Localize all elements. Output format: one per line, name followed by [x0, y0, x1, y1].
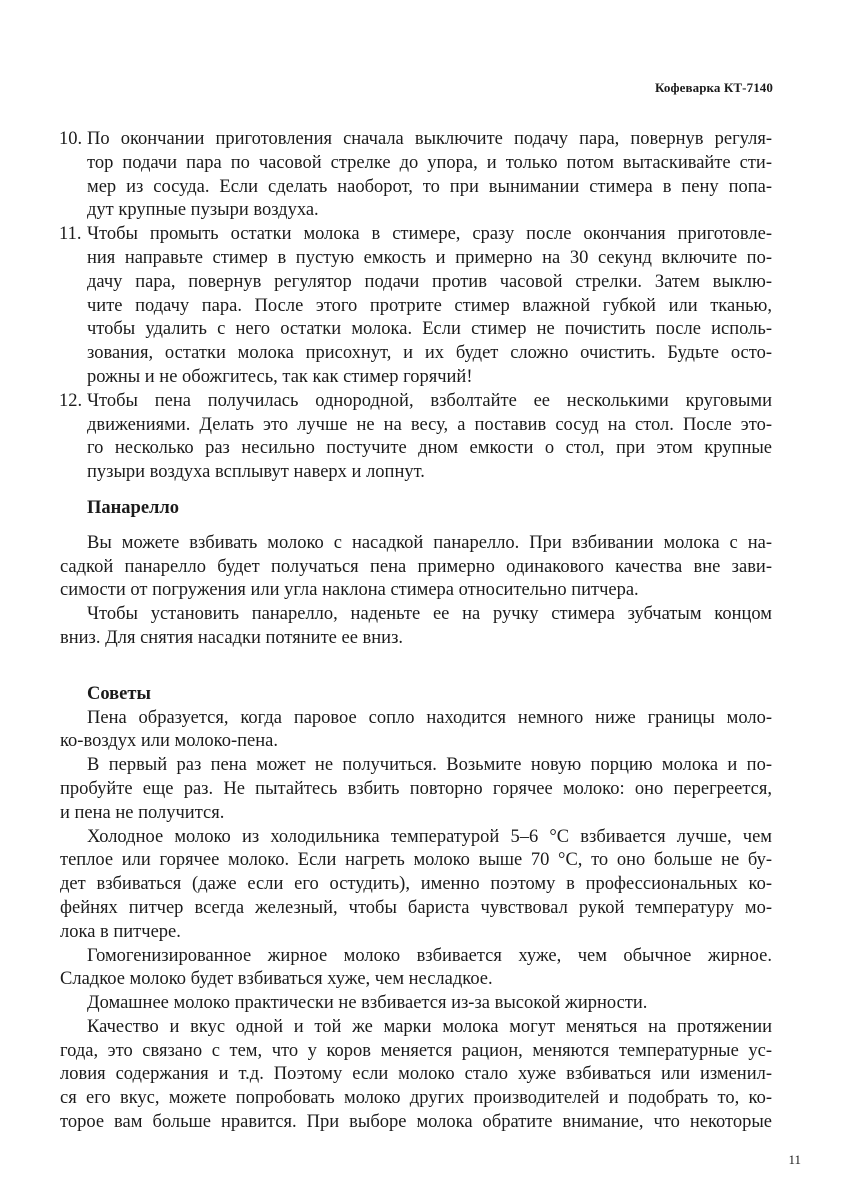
text-line: ко-воздух или молоко-пена. [60, 731, 278, 752]
text-line: садкой панарелло будет получаться пена примерно одинакового качества вне зави- [60, 556, 772, 577]
running-header: Кофеварка КТ-7140 [655, 80, 773, 95]
text-line: тор подачи пара по часовой стрелке до упора, и только потом вытаскивайте сти- [87, 152, 772, 173]
text-line: дет взбиваться (даже если его остудить), именно поэтому в профессиональных ко- [60, 874, 772, 895]
text-line: движениями. Делать это лучше не на весу, а поставив сосуд на стол. После это- [87, 414, 772, 435]
text-line: Пена образуется, когда паровое сопло находится немного ниже границы моло- [87, 707, 772, 728]
list-item-12 [60, 390, 772, 485]
text-line: Сладкое молоко будет взбиваться хуже, чем несладкое. [60, 969, 493, 990]
text-line: Чтобы промыть остатки молока в стимере, сразу после окончания приготовле- [87, 224, 772, 245]
text-line: Чтобы пена получилась однородной, взболтайте ее несколькими круговыми [87, 390, 772, 411]
text-line: дачу пара, повернув регулятор подачи против часовой стрелки. Затем выклю- [87, 271, 772, 292]
list-item-11 [60, 223, 772, 390]
text-line: чите подачу пара. После этого протрите стимер влажной губкой или тканью, [87, 295, 772, 316]
text-line: вниз. Для снятия насадки потяните ее вниз. [60, 627, 403, 648]
text-line: рожны и не обожгитесь, так как стимер горячий! [87, 366, 473, 387]
paragraph [60, 1016, 772, 1135]
paragraph [60, 707, 772, 755]
paragraph [60, 754, 772, 825]
paragraph [60, 532, 772, 603]
text-line: пробуйте еще раз. Не пытайтесь взбить повторно горячее молоко: оно перегреется, [60, 778, 772, 799]
text-line: года, это связано с тем, что у коров меняется рацион, меняются температурные ус- [60, 1040, 772, 1061]
text-line: симости от погружения или угла наклона стимера относительно питчера. [60, 580, 639, 601]
text-line: пузыри воздуха всплывут наверх и лопнут. [87, 462, 425, 483]
paragraph [60, 603, 772, 651]
text-line: мер из сосуда. Если сделать наоборот, то при вынимании стимера в пену попа- [87, 176, 772, 197]
paragraph [60, 945, 772, 993]
text-line: Качество и вкус одной и той же марки молока могут меняться на протяжении [87, 1016, 772, 1037]
list-number: 10. [59, 129, 83, 149]
text-line: ния направьте стимер в пустую емкость и примерно на 30 секунд включите по- [87, 247, 772, 268]
text-line: В первый раз пена может не получиться. Возьмите новую порцию молока и по- [87, 755, 772, 776]
page-number: 11 [788, 1152, 801, 1167]
text-line: торое вам больше нравится. При выборе молока обратите внимание, что некоторые [60, 1112, 772, 1133]
list-item-10 [60, 128, 772, 223]
page-content [60, 128, 772, 1135]
text-line: Холодное молоко из холодильника температурой 5–6 °C взбивается лучше, чем [87, 826, 772, 847]
text-line: Домашнее молоко практически не взбивается из-за высокой жирности. [87, 993, 648, 1014]
text-line: фейнях питчер всегда железный, чтобы бариста чувствовал рукой температуру мо- [60, 897, 772, 918]
list-number: 12. [59, 390, 83, 411]
text-line: дут крупные пузыри воздуха. [87, 200, 319, 221]
paragraph [60, 826, 772, 945]
text-line: лока в питчере. [60, 921, 181, 942]
text-line: го несколько раз несильно постучите дном емкости о стол, при этом крупные [87, 438, 772, 459]
text-line: Гомогенизированное жирное молоко взбивается хуже, чем обычное жирное. [87, 945, 772, 966]
text-line: и пена не получится. [60, 802, 225, 823]
text-line: ся его вкус, можете попробовать молоко других производителей и подобрать то, ко- [60, 1088, 772, 1109]
list-number: 11. [59, 224, 82, 245]
text-line: теплое или горячее молоко. Если нагреть молоко выше 70 °C, то оно больше не бу- [60, 850, 772, 871]
text-line: чтобы удалить с него остатки молока. Если стимер не почистить после исполь- [87, 319, 772, 340]
text-line: зования, остатки молока присохнут, и их будет сложно очистить. Будьте осто- [87, 343, 772, 364]
section-heading-tips: Советы [87, 683, 151, 704]
text-line: ловия содержания и т.д. Поэтому если молоко стало хуже взбиваться или изменил- [60, 1064, 772, 1085]
text-line: Чтобы установить панарелло, наденьте ее на ручку стимера зубчатым концом [87, 604, 772, 625]
text-line: По окончании приготовления сначала выключите подачу пара, повернув регуля- [87, 129, 772, 149]
section-heading-panarello: Панарелло [87, 497, 180, 518]
text-line: Вы можете взбивать молоко с насадкой панарелло. При взбивании молока с на- [87, 532, 772, 553]
paragraph [60, 992, 772, 1016]
